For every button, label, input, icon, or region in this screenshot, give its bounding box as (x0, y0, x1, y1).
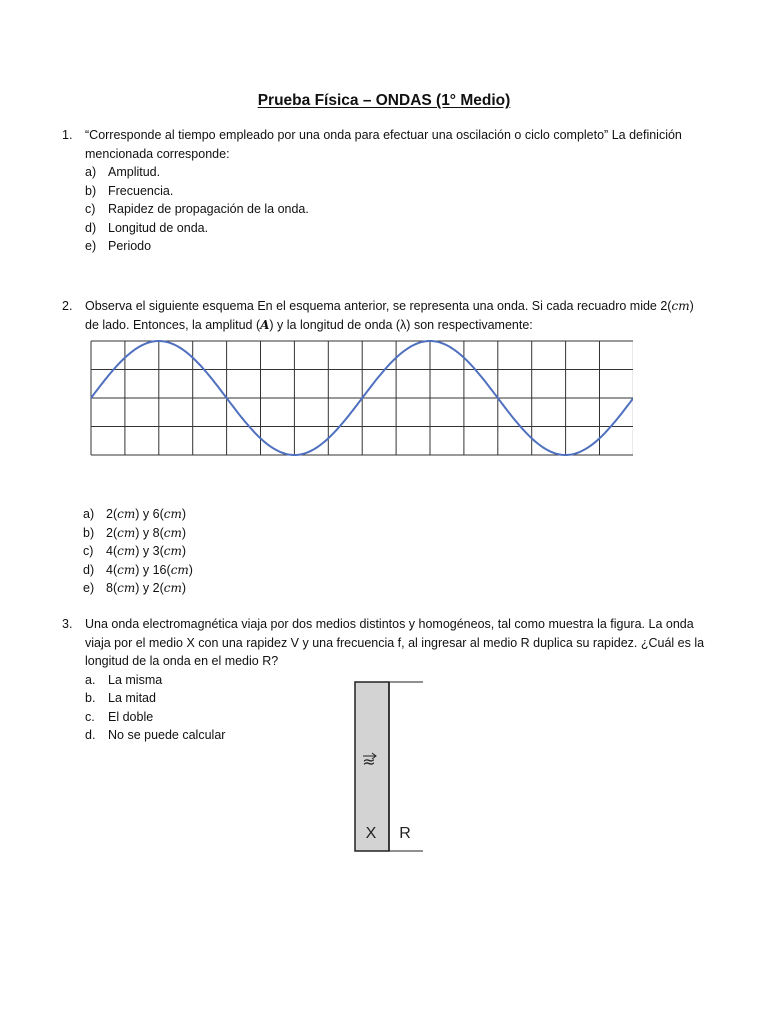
question-2 (62, 297, 707, 334)
option-a: a. La misma (85, 672, 163, 687)
question-1 (62, 126, 707, 256)
option-d: d. No se puede calcular (85, 728, 226, 742)
option-b: b) Frecuencia. (85, 183, 174, 198)
question-number: 1. (62, 128, 73, 142)
question-text: Una onda electromagnética viaja por dos medios distintos y homogéneos, tal como muestra la figura. La onda viaja por el medio X con una rapidez V y una frecuencia f, al ingresar al medio R duplica su rapidez. ¿Cuál es la longitud de la onda en el medio R? (85, 617, 705, 668)
option-a: a) 2(cm) y 6(cm) (83, 507, 187, 521)
question-2-options (62, 480, 707, 598)
wave-grid-figure (90, 340, 633, 457)
medium-x-label: X (365, 825, 377, 842)
option-b: b. La mitad (85, 691, 156, 705)
option-c: c) 4(cm) y 3(cm) (83, 544, 187, 558)
media-figure (354, 681, 424, 853)
medium-r-label: R (399, 825, 411, 842)
option-c: c) Rapidez de propagación de la onda. (85, 202, 309, 216)
wave-symbol: ≈ (362, 752, 376, 771)
option-d: d) 4(cm) y 16(cm) (83, 562, 193, 577)
page-title: Prueba Física – ONDAS (1° Medio) (257, 92, 511, 109)
question-number: 3. (62, 617, 73, 631)
option-d: d) Longitud de onda. (85, 220, 209, 235)
option-a: a) Amplitud. (85, 165, 161, 179)
option-e: e) 8(cm) y 2(cm) (83, 581, 187, 595)
question-text: “Corresponde al tiempo empleado por una onda para efectuar una oscilación o ciclo completo” La definición mencionada corresponde: (85, 128, 682, 161)
question-text: Observa el siguiente esquema En el esquema anterior, se representa una onda. Si cada recuadro mide 2(cm) de lado. Entonces, la amplitud (A) y la longitud de onda (λ) son respectivamente: (85, 299, 694, 332)
option-b: b) 2(cm) y 8(cm) (83, 525, 187, 540)
question-number: 2. (62, 299, 73, 313)
option-c: c. El doble (85, 709, 154, 724)
option-e: e) Periodo (85, 239, 152, 253)
